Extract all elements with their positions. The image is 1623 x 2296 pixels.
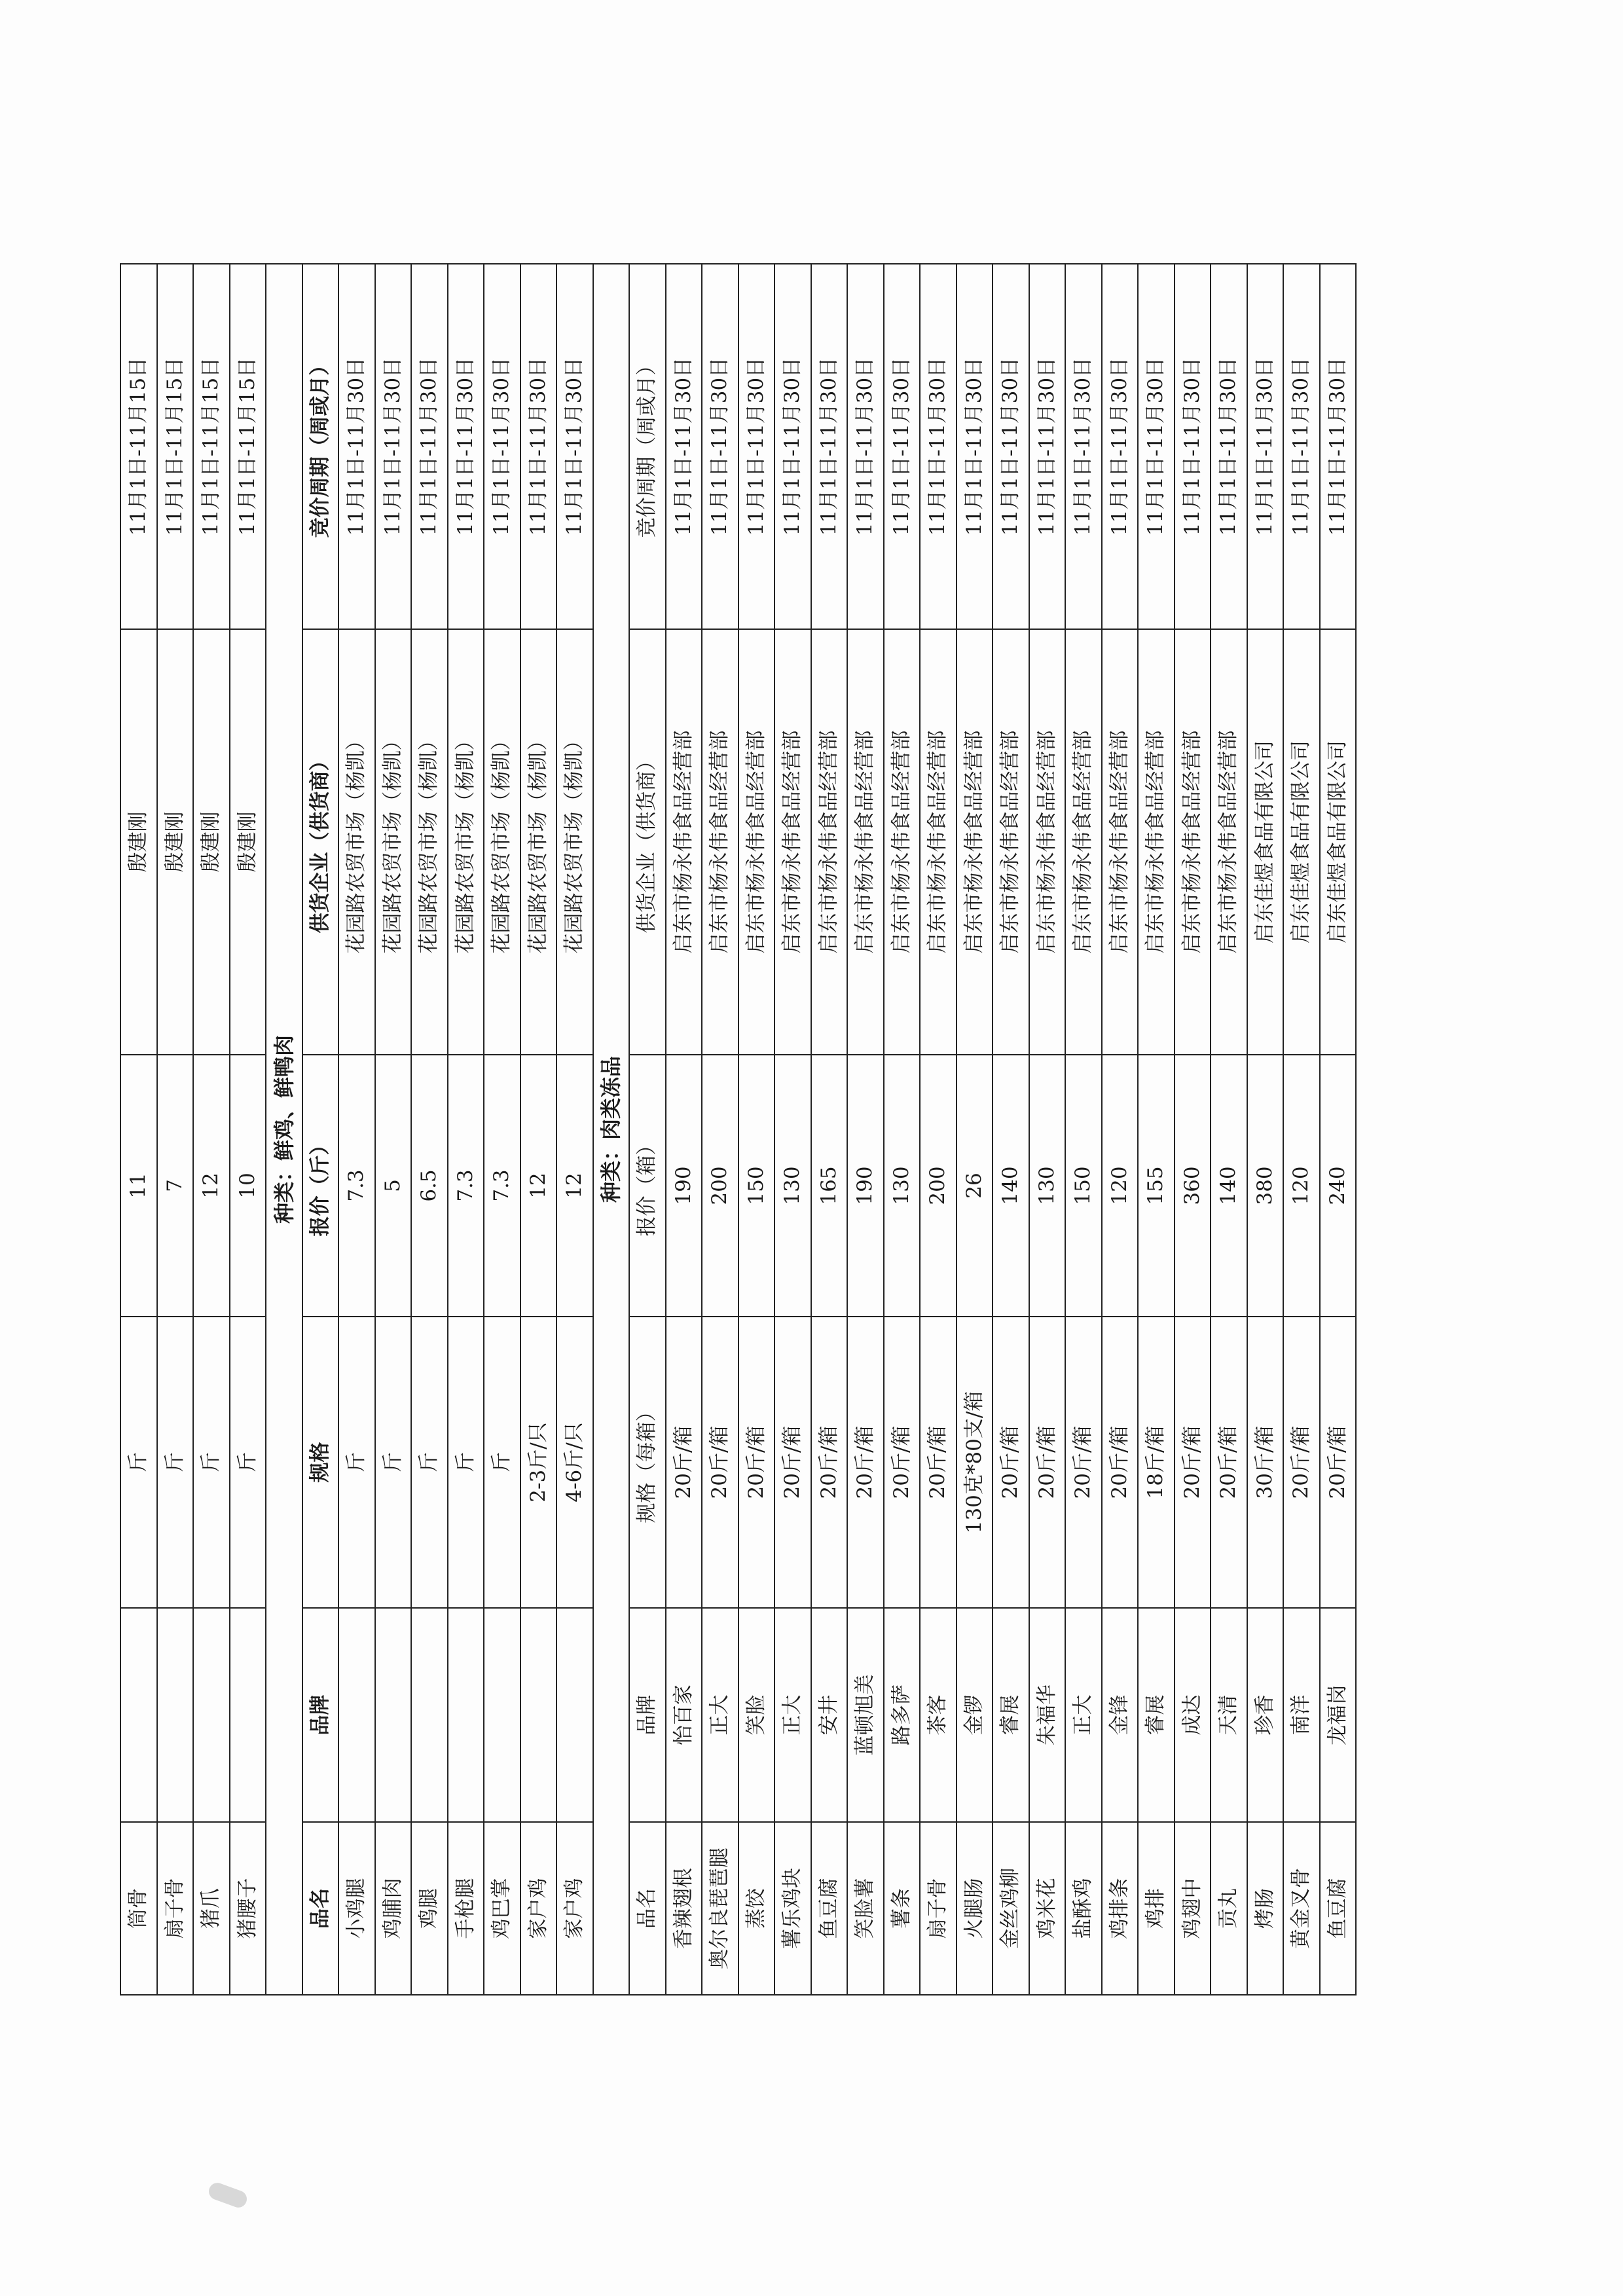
cell-brand: 茶客	[920, 1608, 957, 1822]
cell-supplier: 启东佳煜食品有限公司	[1247, 629, 1284, 1055]
cell-spec: 20斤/箱	[739, 1317, 775, 1608]
cell-supplier: 花园路农贸市场（杨凯）	[484, 629, 520, 1055]
cell-supplier: 启东市杨永伟食品经营部	[847, 629, 884, 1055]
cell-supplier: 殷建刚	[230, 629, 266, 1055]
cell-brand: 正大	[1065, 1608, 1102, 1822]
cell-spec: 20斤/箱	[847, 1317, 884, 1608]
cell-name: 鸡排条	[1102, 1822, 1139, 1995]
cell-name: 金丝鸡柳	[993, 1822, 1029, 1995]
cell-supplier: 启东市杨永伟食品经营部	[884, 629, 921, 1055]
cell-brand	[484, 1608, 520, 1822]
cell-price: 120	[1102, 1055, 1139, 1317]
cell-supplier: 启东市杨永伟食品经营部	[1102, 629, 1139, 1055]
cell-brand: 金锣	[957, 1608, 993, 1822]
cell-brand: 珍香	[1247, 1608, 1284, 1822]
cell-supplier: 启东市杨永伟食品经营部	[920, 629, 957, 1055]
table-row	[484, 264, 520, 1995]
cell-spec: 20斤/箱	[775, 1317, 811, 1608]
table-row	[230, 264, 266, 1995]
cell-period: 11月1日-11月30日	[338, 264, 375, 629]
cell-brand: 正大	[702, 1608, 739, 1822]
cell-supplier: 花园路农贸市场（杨凯）	[338, 629, 375, 1055]
cell-price: 12	[556, 1055, 593, 1317]
cell-name: 筒骨	[120, 1822, 157, 1995]
table-row	[702, 264, 739, 1995]
cell-supplier: 殷建刚	[193, 629, 230, 1055]
cell-name: 火腿肠	[957, 1822, 993, 1995]
cell-price: 5	[375, 1055, 412, 1317]
document-sheet	[120, 264, 1503, 1995]
table-row	[1138, 264, 1175, 1995]
cell-period: 11月1日-11月30日	[1211, 264, 1247, 629]
cell-brand	[448, 1608, 484, 1822]
cell-period: 11月1日-11月30日	[739, 264, 775, 629]
cell-period: 11月1日-11月30日	[993, 264, 1029, 629]
cell-supplier: 殷建刚	[120, 629, 157, 1055]
cell-name: 鸡排	[1138, 1822, 1175, 1995]
cell-supplier: 花园路农贸市场（杨凯）	[375, 629, 412, 1055]
cell-price: 380	[1247, 1055, 1284, 1317]
cell-supplier: 启东市杨永伟食品经营部	[1138, 629, 1175, 1055]
cell-spec: 20斤/箱	[1065, 1317, 1102, 1608]
cell-brand: 睿展	[1138, 1608, 1175, 1822]
cell-spec: 斤	[375, 1317, 412, 1608]
cell-name: 小鸡腿	[338, 1822, 375, 1995]
table-row	[920, 264, 957, 1995]
cell-price: 360	[1175, 1055, 1211, 1317]
cell-name: 奥尔良琵琶腿	[702, 1822, 739, 1995]
table-row	[375, 264, 412, 1995]
cell-price: 26	[957, 1055, 993, 1317]
header-brand: 品牌	[302, 1608, 339, 1822]
table-row	[157, 264, 194, 1995]
cell-brand: 正大	[775, 1608, 811, 1822]
cell-price: 190	[666, 1055, 702, 1317]
cell-price: 140	[1211, 1055, 1247, 1317]
cell-price: 140	[993, 1055, 1029, 1317]
cell-brand: 安井	[811, 1608, 848, 1822]
cell-brand: 怡百家	[666, 1608, 702, 1822]
cell-name: 猪爪	[193, 1822, 230, 1995]
table-row	[1029, 264, 1066, 1995]
table-row	[193, 264, 230, 1995]
table-row	[1247, 264, 1284, 1995]
cell-brand	[375, 1608, 412, 1822]
cell-price: 190	[847, 1055, 884, 1317]
cell-brand: 成达	[1175, 1608, 1211, 1822]
table-row	[1320, 264, 1357, 1995]
cell-period: 11月1日-11月30日	[1102, 264, 1139, 629]
cell-period: 11月1日-11月15日	[193, 264, 230, 629]
cell-period: 11月1日-11月30日	[448, 264, 484, 629]
table-header-row	[302, 264, 339, 1995]
cell-name: 薯条	[884, 1822, 921, 1995]
cell-brand: 睿展	[993, 1608, 1029, 1822]
section-title: 种类：肉类冻品	[593, 264, 630, 1995]
cell-supplier: 启东市杨永伟食品经营部	[1029, 629, 1066, 1055]
cell-supplier: 启东佳煜食品有限公司	[1283, 629, 1320, 1055]
cell-price: 200	[702, 1055, 739, 1317]
cell-spec: 20斤/箱	[1320, 1317, 1357, 1608]
cell-brand: 朱福华	[1029, 1608, 1066, 1822]
table-header-row	[629, 264, 666, 1995]
cell-price: 150	[1065, 1055, 1102, 1317]
cell-supplier: 殷建刚	[157, 629, 194, 1055]
table-row	[884, 264, 921, 1995]
cell-period: 11月1日-11月30日	[411, 264, 448, 629]
table-row	[1102, 264, 1139, 1995]
cell-brand	[193, 1608, 230, 1822]
cell-period: 11月1日-11月30日	[884, 264, 921, 629]
cell-period: 11月1日-11月30日	[1320, 264, 1357, 629]
cell-period: 11月1日-11月30日	[920, 264, 957, 629]
section-title: 种类：鲜鸡、鲜鸭肉	[266, 264, 302, 1995]
cell-name: 鸡翅中	[1175, 1822, 1211, 1995]
cell-spec: 20斤/箱	[666, 1317, 702, 1608]
table-row	[666, 264, 702, 1995]
cell-brand	[230, 1608, 266, 1822]
cell-period: 11月1日-11月15日	[157, 264, 194, 629]
cell-name: 鱼豆腐	[1320, 1822, 1357, 1995]
cell-name: 鸡巴掌	[484, 1822, 520, 1995]
cell-brand: 路多萨	[884, 1608, 921, 1822]
cell-period: 11月1日-11月30日	[775, 264, 811, 629]
cell-period: 11月1日-11月30日	[1065, 264, 1102, 629]
cell-name: 薯乐鸡块	[775, 1822, 811, 1995]
price-table	[120, 263, 1357, 1995]
cell-spec: 30斤/箱	[1247, 1317, 1284, 1608]
cell-spec: 20斤/箱	[1029, 1317, 1066, 1608]
cell-price: 7.3	[448, 1055, 484, 1317]
cell-period: 11月1日-11月30日	[484, 264, 520, 629]
table-row	[1283, 264, 1320, 1995]
cell-spec: 18斤/箱	[1138, 1317, 1175, 1608]
cell-name: 蒸饺	[739, 1822, 775, 1995]
cell-brand: 金锋	[1102, 1608, 1139, 1822]
header-supplier: 供货企业（供货商）	[302, 629, 339, 1055]
table-row	[120, 264, 157, 1995]
cell-spec: 斤	[338, 1317, 375, 1608]
table-row	[338, 264, 375, 1995]
cell-name: 扇子骨	[920, 1822, 957, 1995]
cell-spec: 斤	[230, 1317, 266, 1608]
cell-spec: 斤	[484, 1317, 520, 1608]
header-price: 报价（斤）	[302, 1055, 339, 1317]
cell-period: 11月1日-11月15日	[120, 264, 157, 629]
table-row	[448, 264, 484, 1995]
cell-supplier: 花园路农贸市场（杨凯）	[411, 629, 448, 1055]
cell-spec: 20斤/箱	[1283, 1317, 1320, 1608]
cell-price: 7.3	[338, 1055, 375, 1317]
cell-supplier: 启东市杨永伟食品经营部	[1175, 629, 1211, 1055]
table-row	[775, 264, 811, 1995]
header-price: 报价（箱）	[629, 1055, 666, 1317]
cell-price: 130	[884, 1055, 921, 1317]
cell-price: 155	[1138, 1055, 1175, 1317]
cell-period: 11月1日-11月30日	[556, 264, 593, 629]
cell-period: 11月1日-11月30日	[666, 264, 702, 629]
cell-spec: 20斤/箱	[1175, 1317, 1211, 1608]
header-supplier: 供货企业（供货商）	[629, 629, 666, 1055]
cell-supplier: 启东佳煜食品有限公司	[1320, 629, 1357, 1055]
cell-name: 鱼豆腐	[811, 1822, 848, 1995]
cell-supplier: 启东市杨永伟食品经营部	[1211, 629, 1247, 1055]
scan-smudge	[206, 2181, 249, 2210]
cell-period: 11月1日-11月30日	[1138, 264, 1175, 629]
table-row	[811, 264, 848, 1995]
cell-supplier: 启东市杨永伟食品经营部	[775, 629, 811, 1055]
cell-supplier: 花园路农贸市场（杨凯）	[556, 629, 593, 1055]
header-period: 竞价周期（周或月）	[629, 264, 666, 629]
cell-brand: 龙福岗	[1320, 1608, 1357, 1822]
cell-brand: 天清	[1211, 1608, 1247, 1822]
cell-brand	[411, 1608, 448, 1822]
cell-spec: 2-3斤/只	[520, 1317, 557, 1608]
cell-name: 黄金叉骨	[1283, 1822, 1320, 1995]
cell-supplier: 启东市杨永伟食品经营部	[1065, 629, 1102, 1055]
table-row	[957, 264, 993, 1995]
cell-name: 猪腰子	[230, 1822, 266, 1995]
header-name: 品名	[629, 1822, 666, 1995]
cell-period: 11月1日-11月30日	[1247, 264, 1284, 629]
cell-price: 240	[1320, 1055, 1357, 1317]
table-row	[847, 264, 884, 1995]
cell-name: 家户鸡	[520, 1822, 557, 1995]
cell-period: 11月1日-11月30日	[1029, 264, 1066, 629]
table-row	[739, 264, 775, 1995]
header-brand: 品牌	[629, 1608, 666, 1822]
table-row	[1175, 264, 1211, 1995]
cell-supplier: 启东市杨永伟食品经营部	[739, 629, 775, 1055]
cell-spec: 20斤/箱	[1211, 1317, 1247, 1608]
cell-spec: 20斤/箱	[702, 1317, 739, 1608]
header-name: 品名	[302, 1822, 339, 1995]
cell-brand: 南洋	[1283, 1608, 1320, 1822]
cell-period: 11月1日-11月30日	[375, 264, 412, 629]
cell-brand	[338, 1608, 375, 1822]
cell-price: 130	[1029, 1055, 1066, 1317]
section-title-row	[593, 264, 630, 1995]
header-spec: 规格	[302, 1317, 339, 1608]
cell-price: 7.3	[484, 1055, 520, 1317]
cell-name: 香辣翅根	[666, 1822, 702, 1995]
cell-spec: 斤	[411, 1317, 448, 1608]
cell-period: 11月1日-11月30日	[847, 264, 884, 629]
cell-price: 6.5	[411, 1055, 448, 1317]
cell-name: 鸡腿	[411, 1822, 448, 1995]
cell-period: 11月1日-11月30日	[520, 264, 557, 629]
cell-supplier: 启东市杨永伟食品经营部	[993, 629, 1029, 1055]
cell-spec: 20斤/箱	[811, 1317, 848, 1608]
cell-period: 11月1日-11月30日	[1283, 264, 1320, 629]
cell-brand	[556, 1608, 593, 1822]
cell-spec: 130克*80支/箱	[957, 1317, 993, 1608]
table-row	[411, 264, 448, 1995]
cell-brand	[157, 1608, 194, 1822]
cell-spec: 4-6斤/只	[556, 1317, 593, 1608]
cell-spec: 20斤/箱	[993, 1317, 1029, 1608]
cell-spec: 斤	[120, 1317, 157, 1608]
section-title-row	[266, 264, 302, 1995]
cell-supplier: 启东市杨永伟食品经营部	[702, 629, 739, 1055]
cell-price: 10	[230, 1055, 266, 1317]
cell-price: 12	[520, 1055, 557, 1317]
cell-spec: 斤	[193, 1317, 230, 1608]
cell-name: 手枪腿	[448, 1822, 484, 1995]
cell-supplier: 花园路农贸市场（杨凯）	[520, 629, 557, 1055]
cell-period: 11月1日-11月30日	[1175, 264, 1211, 629]
table-row	[520, 264, 557, 1995]
cell-name: 笑脸薯	[847, 1822, 884, 1995]
table-row	[556, 264, 593, 1995]
cell-price: 200	[920, 1055, 957, 1317]
cell-period: 11月1日-11月30日	[811, 264, 848, 629]
cell-brand: 笑脸	[739, 1608, 775, 1822]
cell-period: 11月1日-11月30日	[957, 264, 993, 629]
cell-name: 鸡米花	[1029, 1822, 1066, 1995]
header-spec: 规格（每箱）	[629, 1317, 666, 1608]
cell-period: 11月1日-11月30日	[702, 264, 739, 629]
cell-supplier: 启东市杨永伟食品经营部	[666, 629, 702, 1055]
cell-supplier: 启东市杨永伟食品经营部	[957, 629, 993, 1055]
cell-name: 烤肠	[1247, 1822, 1284, 1995]
cell-price: 11	[120, 1055, 157, 1317]
cell-name: 家户鸡	[556, 1822, 593, 1995]
cell-spec: 斤	[157, 1317, 194, 1608]
cell-supplier: 启东市杨永伟食品经营部	[811, 629, 848, 1055]
cell-spec: 斤	[448, 1317, 484, 1608]
cell-price: 7	[157, 1055, 194, 1317]
cell-supplier: 花园路农贸市场（杨凯）	[448, 629, 484, 1055]
cell-price: 150	[739, 1055, 775, 1317]
table-row	[1065, 264, 1102, 1995]
cell-name: 贡丸	[1211, 1822, 1247, 1995]
cell-price: 120	[1283, 1055, 1320, 1317]
cell-name: 鸡脯肉	[375, 1822, 412, 1995]
table-row	[993, 264, 1029, 1995]
cell-name: 扇子骨	[157, 1822, 194, 1995]
cell-spec: 20斤/箱	[1102, 1317, 1139, 1608]
cell-price: 12	[193, 1055, 230, 1317]
cell-spec: 20斤/箱	[920, 1317, 957, 1608]
cell-brand: 蓝顿旭美	[847, 1608, 884, 1822]
table-row	[1211, 264, 1247, 1995]
cell-spec: 20斤/箱	[884, 1317, 921, 1608]
cell-brand	[520, 1608, 557, 1822]
cell-brand	[120, 1608, 157, 1822]
cell-name: 盐酥鸡	[1065, 1822, 1102, 1995]
cell-period: 11月1日-11月15日	[230, 264, 266, 629]
cell-price: 165	[811, 1055, 848, 1317]
cell-price: 130	[775, 1055, 811, 1317]
header-period: 竞价周期（周或月）	[302, 264, 339, 629]
